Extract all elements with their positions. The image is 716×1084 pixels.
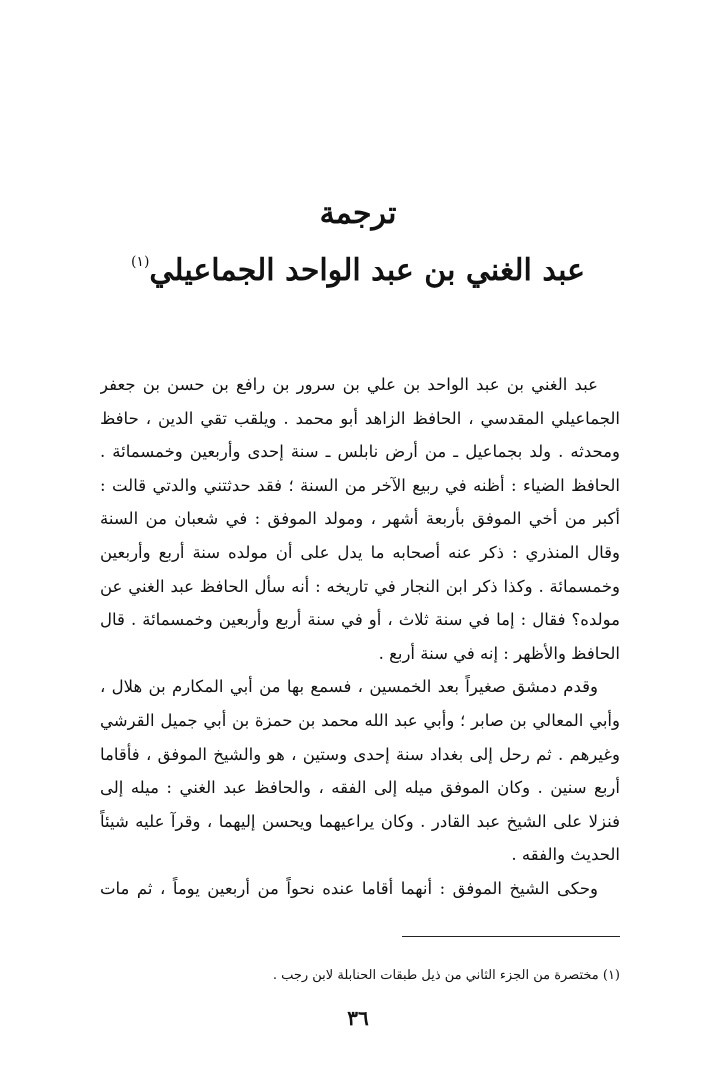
heading-name: عبد الغني بن عبد الواحد الجماعيلي <box>149 253 586 288</box>
body-line: ومحدثه . ولد بجماعيل ـ من أرض نابلس ـ سنة إحدى وأربعين وخمسمائة . <box>100 442 620 462</box>
body-line: وقال المنذري : ذكر عنه أصحابه ما يدل على أن مولده سنة أربع وأربعين <box>100 542 620 562</box>
body-paragraphs <box>100 368 620 906</box>
body-line: وقدم دمشق صغيراً بعد الخمسين ، فسمع بها من أبي المكارم بن هلال ، <box>100 677 598 697</box>
body-line: الحديث والفقه . <box>511 845 620 865</box>
body-line: الحافظ الضياء : أظنه في ربيع الآخر من السنة ؛ فقد حدثتني والدتي قالت : <box>100 475 620 495</box>
heading-line-1: ترجمة <box>319 196 397 231</box>
body-line: وحكى الشيخ الموفق : أنهما أقاما عنده نحواً من أربعين يوماً ، ثم مات <box>100 878 598 898</box>
chapter-heading <box>40 192 676 293</box>
body-line: وغيرهم . ثم رحل إلى بغداد سنة إحدى وستين ، هو والشيخ الموفق ، فأقاما <box>100 744 620 764</box>
footnote-divider <box>402 936 620 937</box>
body-line: وخمسمائة . وكذا ذكر ابن النجار في تاريخه : أنه سأل الحافظ عبد الغني عن <box>100 576 620 596</box>
body-line: وأبي المعالي بن صابر ؛ وأبي عبد الله محمد بن حمزة بن أبي جميل القرشي <box>100 710 620 730</box>
heading-line-2 <box>40 240 676 293</box>
page-number: ٣٦ <box>347 1006 369 1030</box>
body-line: مولده؟ فقال : إما في سنة ثلاث ، أو في سنة أربع وأربعين وخمسمائة . قال <box>100 610 620 630</box>
body-line: أكبر من أخي الموفق بأربعة أشهر ، ومولد الموفق : في شعبان من السنة <box>100 509 620 529</box>
body-line: الحافظ والأظهر : إنه في سنة أربع . <box>378 643 620 663</box>
footnote-marker: (١) <box>130 254 150 270</box>
body-line: فنزلا على الشيخ عبد القادر . وكان يراعيهما ويحسن إليهما ، وقرآ عليه شيئاً <box>100 811 620 831</box>
body-line: عبد الغني بن عبد الواحد بن علي بن سرور بن رافع بن حسن بن جعفر <box>100 375 598 394</box>
footnote: (١) مختصرة من الجزء الثاني من ذيل طبقات الحنابلة لابن رجب . <box>272 968 620 983</box>
body-line: أربع سنين . وكان الموفق ميله إلى الفقه ، والحافظ عبد الغني : ميله إلى <box>100 778 620 798</box>
body-line: الجماعيلي المقدسي ، الحافظ الزاهد أبو محمد . ويلقب تقي الدين ، حافظ <box>100 408 620 428</box>
